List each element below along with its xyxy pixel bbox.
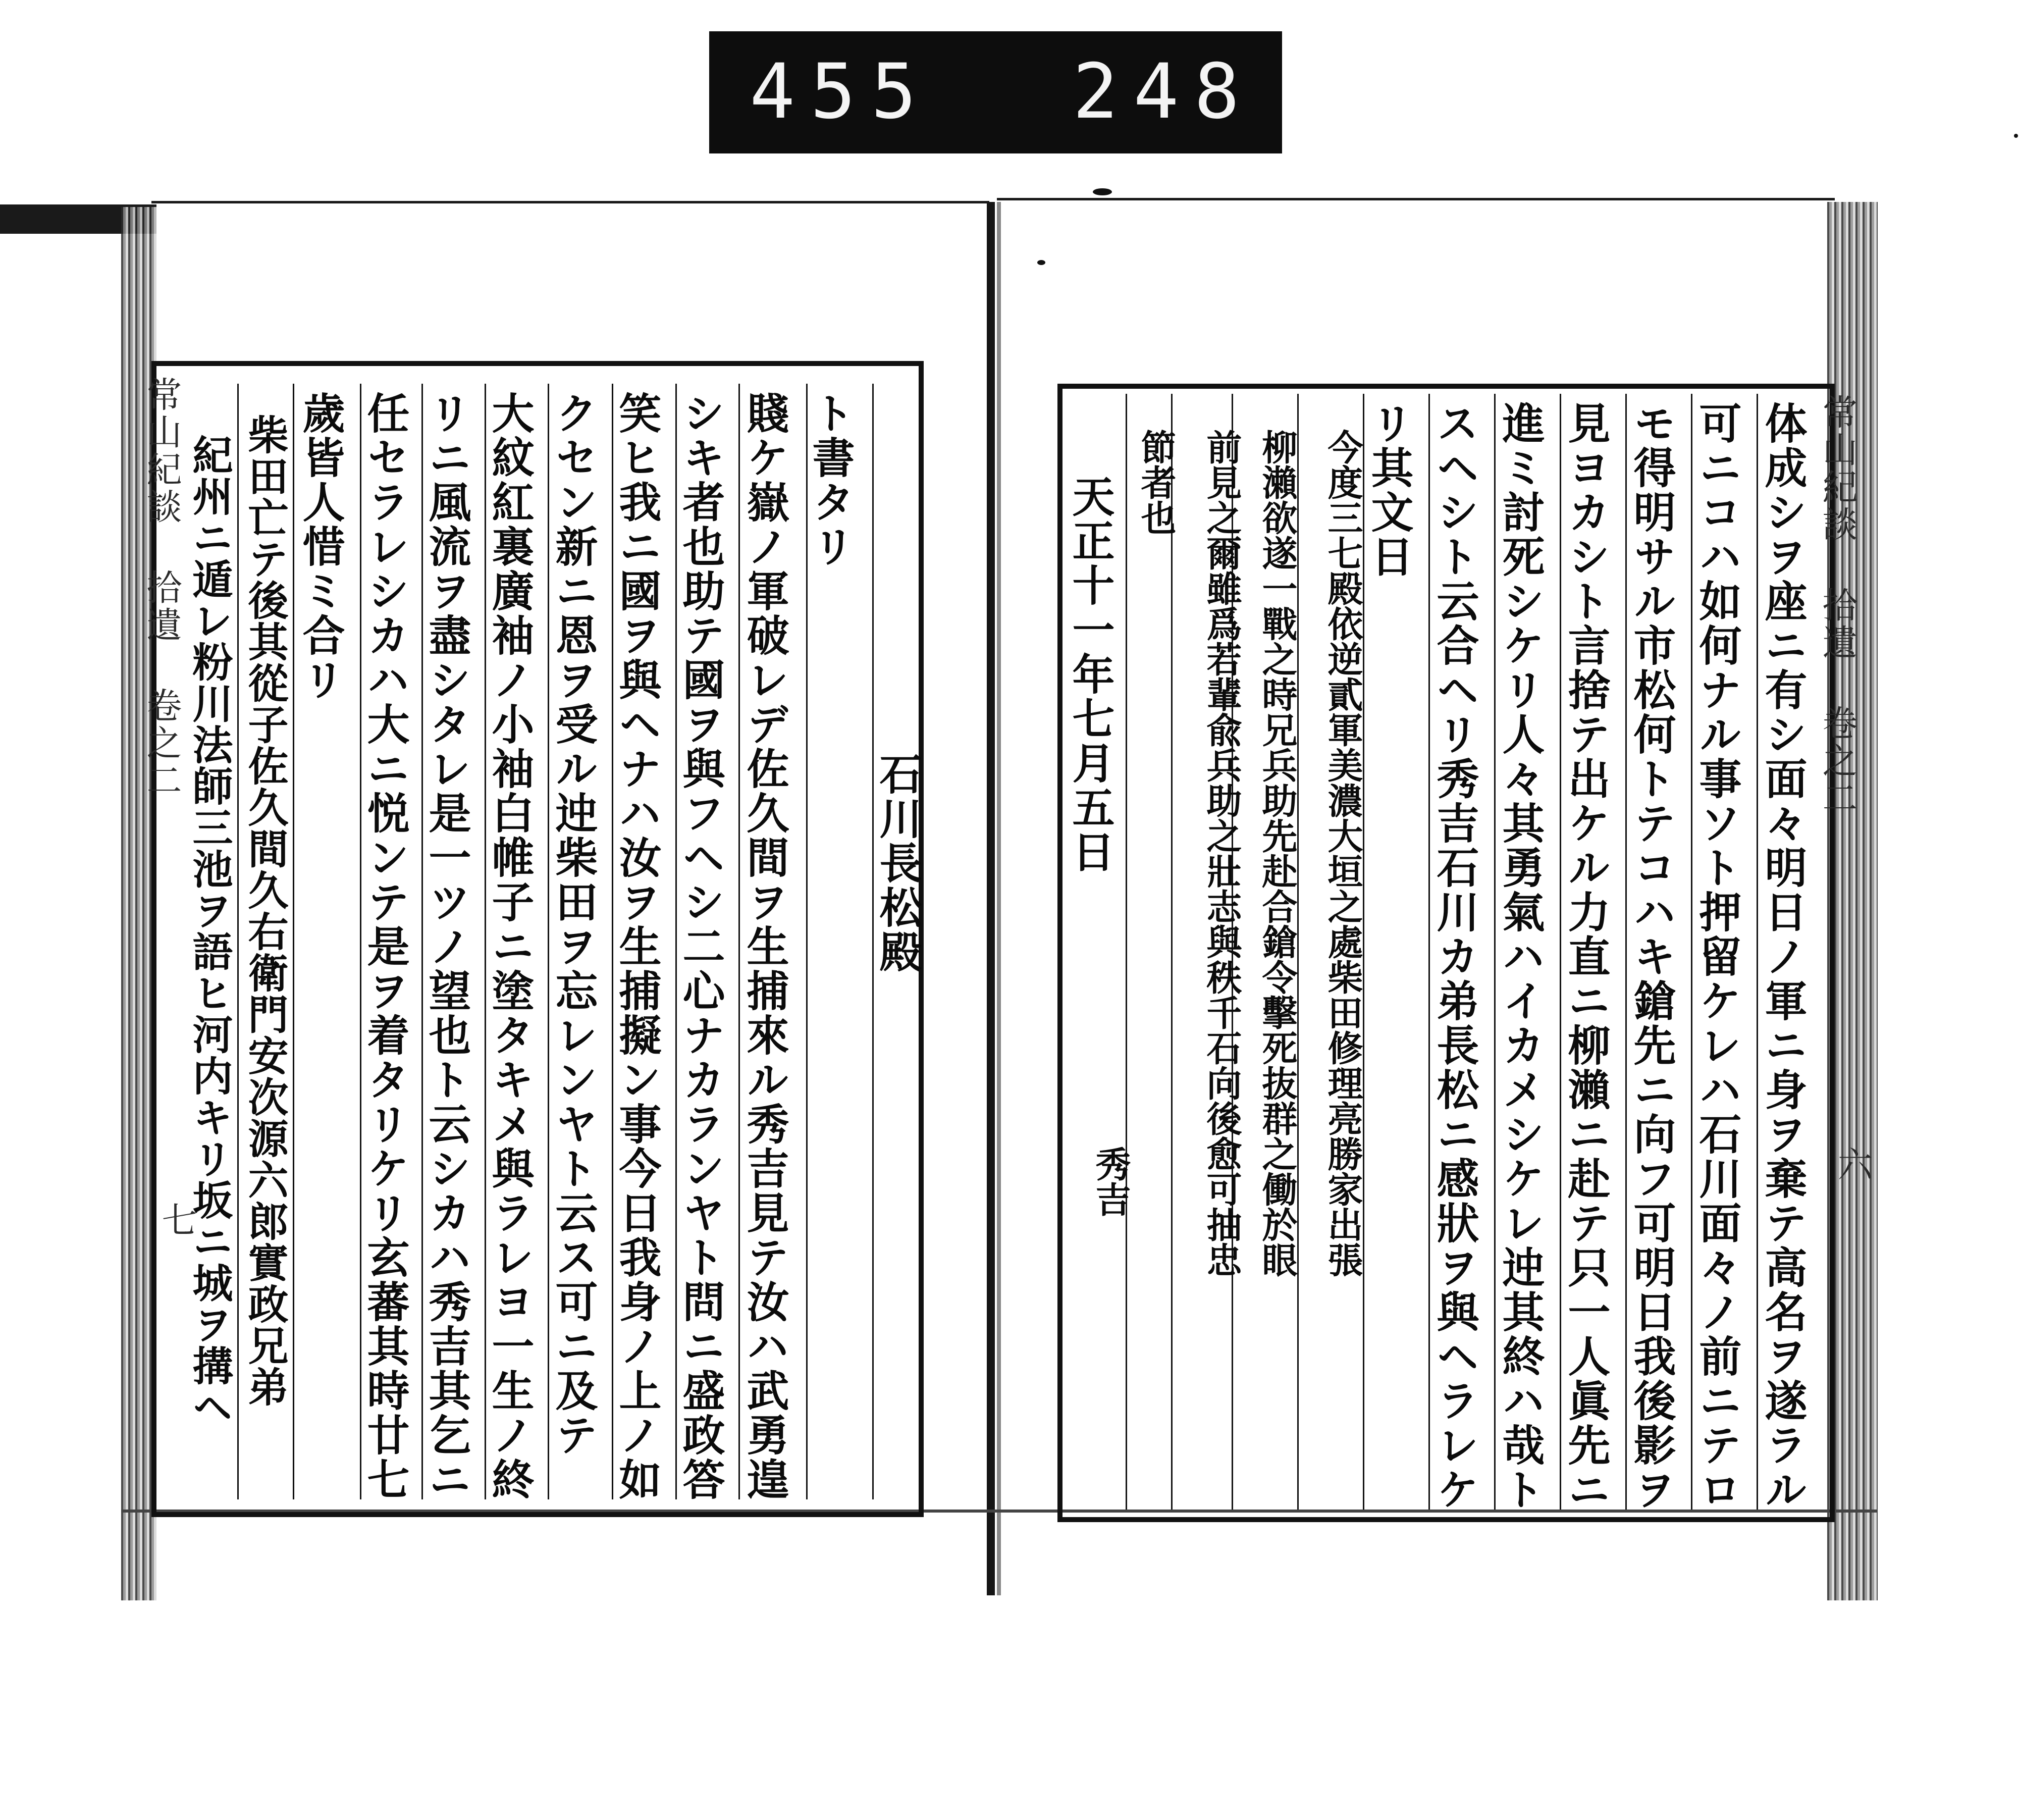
left-column-rule [237, 384, 239, 1499]
right-text-column-6: スヘシト云合ヘリ秀吉石川カ弟長松ニ感狀ヲ與ヘラレケ [1430, 401, 1480, 1512]
left-text-column-7: リニ風流ヲ盡シタレ是一ツノ望也ト云シカハ秀吉其乞ニ [422, 391, 472, 1502]
left-folio: 七 [156, 1202, 197, 1239]
right-text-column-9: 柳瀨欲遂一戰之時兄兵助先赴合鎗令擊死抜群之働於眼 [1256, 429, 1298, 1277]
right-text-column-5: 進ミ討死シケリ人々其勇氣ハイカメシケレ迚其終ハ哉ト [1496, 401, 1546, 1512]
scan-speck [1093, 188, 1112, 195]
left-addressee: 石川長松殿 [873, 752, 923, 974]
signature: 秀吉 [1090, 1146, 1132, 1217]
left-text-column-4: 笑ヒ我ニ國ヲ與ヘナハ汝ヲ生捕擬ン事今日我身ノ上ノ如 [612, 391, 662, 1502]
right-folio: 六 [1832, 1146, 1873, 1183]
page-top-edge-right [997, 198, 1835, 200]
page-top-edge [151, 201, 989, 203]
left-text-column-10: 柴田亡テ後其從子佐久間久右衛門安次源六郎實政兄弟 [241, 414, 289, 1408]
call-number-right: 248 [1073, 48, 1255, 136]
left-text-column-5: クセン新ニ恩ヲ受ル迚柴田ヲ忘レンヤト云ス可ニ及テ [549, 391, 599, 1458]
left-text-column-11: 紀州ニ遁レ粉川法師三池ヲ語ヒ河内キリ坂ニ城ヲ搆ヘ [186, 434, 233, 1428]
right-text-column-1: 体成シヲ座ニ有シ面々明日ノ軍ニ身ヲ棄テ高名ヲ遂ラル [1758, 401, 1808, 1512]
right-column-rule [1126, 394, 1127, 1510]
right-text-column-4: 見ヨカシト言捨テ出ケル力直ニ柳瀨ニ赴テ只一人眞先ニ [1561, 401, 1611, 1512]
right-text-column-3: モ得明サル市松何トテコハキ鎗先ニ向フ可明日我後影ヲ [1627, 401, 1677, 1512]
left-text-column-8: 任セラレシカハ大ニ悦ンテ是ヲ着タリケリ玄蕃其時廿七 [360, 391, 410, 1502]
left-text-column-2: 賤ケ嶽ノ軍破レデ佐久間ヲ生捕來ル秀吉見テ汝ハ武勇遑 [740, 391, 790, 1502]
left-column-rule [293, 384, 294, 1499]
gutter-shadow [997, 202, 1001, 1595]
call-number-left: 455 [750, 48, 932, 136]
right-text-column-8: 今度三七殿依逆貳軍美濃大垣之處柴田修理亮勝家出張 [1322, 429, 1364, 1277]
scan-speck [1037, 260, 1045, 265]
left-text-column-9: 歲皆人惜ミ合リ [296, 391, 346, 702]
left-margin-header: 常山紀談 拾遺 卷之二 [141, 376, 182, 799]
book-gutter [987, 202, 995, 1595]
right-margin-header: 常山紀談 拾遺 卷之二 [1817, 394, 1858, 817]
right-text-column-11: 節者也 [1135, 429, 1177, 535]
right-text-column-10: 前見之爾雖爲若輩兪兵助之壯志與秩千石向後愈可抽忠 [1201, 429, 1243, 1277]
left-text-column-1: ト書タリ [806, 391, 856, 569]
scan-speck [2014, 134, 2018, 138]
right-text-column-2: 可ニコハ如何ナル事ソト押留ケレハ石川面々ノ前ニテロ [1692, 401, 1742, 1512]
call-number-label [709, 31, 1282, 153]
right-text-column-7-visible: リ其文日 [1364, 401, 1414, 579]
left-text-column-6: 大紋紅裏廣袖ノ小袖白帷子ニ塗タキメ與ラレヨ一生ノ終 [485, 391, 535, 1502]
right-column-rule [1171, 394, 1173, 1510]
left-text-column-3: シキ者也助テ國ヲ與フヘシ二心ナカランヤト問ニ盛政答 [676, 391, 726, 1502]
document-date: 天正十一年七月五日 [1066, 475, 1115, 874]
